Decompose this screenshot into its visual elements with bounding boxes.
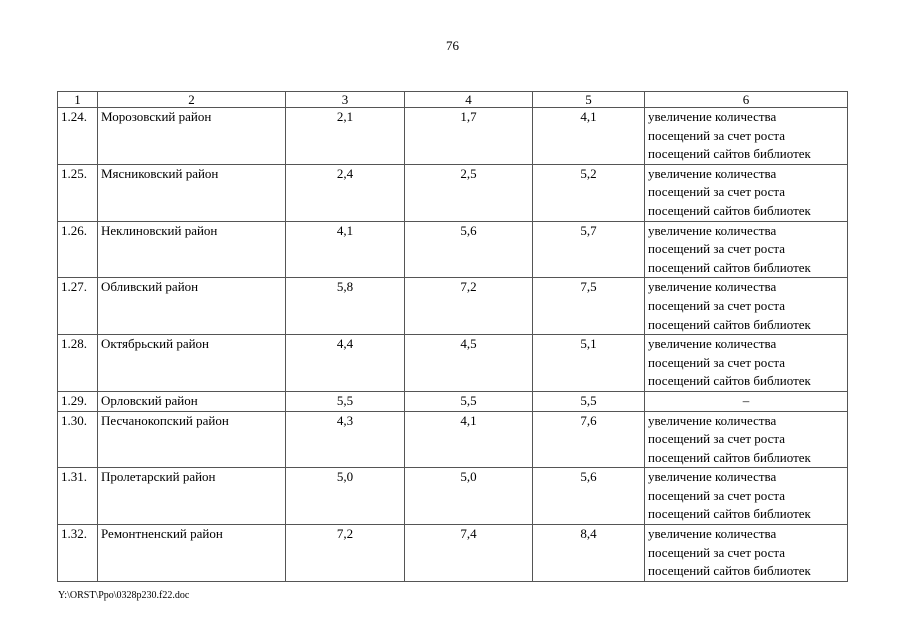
row-number: 1.30. [58, 411, 98, 468]
note-line: посещений за счет роста [648, 127, 785, 143]
file-path-footer: Y:\ORST\Ppo\0328p230.f22.doc [58, 590, 190, 601]
table-row [58, 335, 848, 392]
value-col-3: 5,0 [286, 468, 405, 525]
note-line: увеличение количества [648, 109, 777, 124]
value-col-3: 4,1 [286, 221, 405, 278]
district-name: Орловский район [98, 391, 286, 411]
table-row [58, 525, 848, 582]
note-line: посещений сайтов библиотек [648, 259, 811, 275]
value-col-4: 4,5 [405, 335, 533, 392]
value-col-5: 7,6 [533, 411, 645, 468]
note-line: посещений сайтов библиотек [648, 506, 811, 522]
row-number: 1.25. [58, 164, 98, 221]
table-row [58, 164, 848, 221]
value-col-3: 7,2 [286, 525, 405, 582]
note-cell [645, 411, 848, 468]
table-row [58, 278, 848, 335]
data-table [57, 91, 848, 582]
note-line: посещений сайтов библиотек [648, 202, 811, 218]
note-line: посещений за счет роста [648, 431, 785, 447]
header-col-4: 4 [405, 92, 533, 108]
value-col-5: 8,4 [533, 525, 645, 582]
district-name: Песчанокопский район [98, 411, 286, 468]
note-cell [645, 525, 848, 582]
note-cell [645, 221, 848, 278]
note-cell [645, 164, 848, 221]
value-col-4: 5,6 [405, 221, 533, 278]
note-line: посещений за счет роста [648, 184, 785, 200]
header-col-5: 5 [533, 92, 645, 108]
note-cell [645, 468, 848, 525]
row-number: 1.24. [58, 108, 98, 165]
value-col-3: 4,4 [286, 335, 405, 392]
row-number: 1.26. [58, 221, 98, 278]
value-col-3: 5,8 [286, 278, 405, 335]
value-col-4: 7,2 [405, 278, 533, 335]
note-line: увеличение количества [648, 165, 777, 181]
header-col-1: 1 [58, 92, 98, 108]
value-col-5: 7,5 [533, 278, 645, 335]
row-number: 1.29. [58, 391, 98, 411]
note-line: посещений за счет роста [648, 354, 785, 370]
value-col-3: 5,5 [286, 391, 405, 411]
note-line: посещений за счет роста [648, 487, 785, 503]
value-col-3: 2,1 [286, 108, 405, 165]
note-line: увеличение количества [648, 469, 777, 485]
note-line: увеличение количества [648, 336, 777, 352]
district-name: Обливский район [98, 278, 286, 335]
value-col-5: 5,7 [533, 221, 645, 278]
note-cell [645, 108, 848, 165]
value-col-4: 2,5 [405, 164, 533, 221]
note-line: увеличение количества [648, 279, 777, 295]
value-col-5: 5,6 [533, 468, 645, 525]
table-row [58, 468, 848, 525]
table-header-row [58, 92, 848, 108]
district-name: Морозовский район [98, 108, 286, 165]
note-line: увеличение количества [648, 412, 777, 428]
note-line: увеличение количества [648, 222, 777, 238]
note-cell [645, 335, 848, 392]
table-body [58, 108, 848, 582]
note-cell [645, 278, 848, 335]
note-line: посещений сайтов библиотек [648, 146, 811, 162]
district-name: Мясниковский район [98, 164, 286, 221]
note-line: – [742, 392, 750, 408]
row-number: 1.32. [58, 525, 98, 582]
district-name: Ремонтненский район [98, 525, 286, 582]
value-col-5: 5,1 [533, 335, 645, 392]
table-row [58, 221, 848, 278]
value-col-4: 1,7 [405, 108, 533, 165]
row-number: 1.31. [58, 468, 98, 525]
header-col-3: 3 [286, 92, 405, 108]
note-line: посещений сайтов библиотек [648, 449, 811, 465]
value-col-4: 7,4 [405, 525, 533, 582]
value-col-3: 2,4 [286, 164, 405, 221]
value-col-5: 5,5 [533, 391, 645, 411]
table-row [58, 411, 848, 468]
note-line: посещений за счет роста [648, 544, 785, 560]
note-line: посещений сайтов библиотек [648, 373, 811, 389]
value-col-4: 5,5 [405, 391, 533, 411]
value-col-5: 4,1 [533, 108, 645, 165]
table-row [58, 108, 848, 165]
note-line: посещений сайтов библиотек [648, 563, 811, 579]
value-col-5: 5,2 [533, 164, 645, 221]
district-name: Октябрьский район [98, 335, 286, 392]
value-col-3: 4,3 [286, 411, 405, 468]
value-col-4: 4,1 [405, 411, 533, 468]
page-number: 76 [446, 38, 459, 53]
header-col-6: 6 [645, 92, 848, 108]
district-name: Неклиновский район [98, 221, 286, 278]
note-line: посещений сайтов библиотек [648, 316, 811, 332]
note-line: посещений за счет роста [648, 241, 785, 257]
row-number: 1.27. [58, 278, 98, 335]
note-cell [645, 391, 848, 411]
district-name: Пролетарский район [98, 468, 286, 525]
header-col-2: 2 [98, 92, 286, 108]
note-line: посещений за счет роста [648, 297, 785, 313]
row-number: 1.28. [58, 335, 98, 392]
note-line: увеличение количества [648, 526, 777, 542]
value-col-4: 5,0 [405, 468, 533, 525]
table-row [58, 391, 848, 411]
